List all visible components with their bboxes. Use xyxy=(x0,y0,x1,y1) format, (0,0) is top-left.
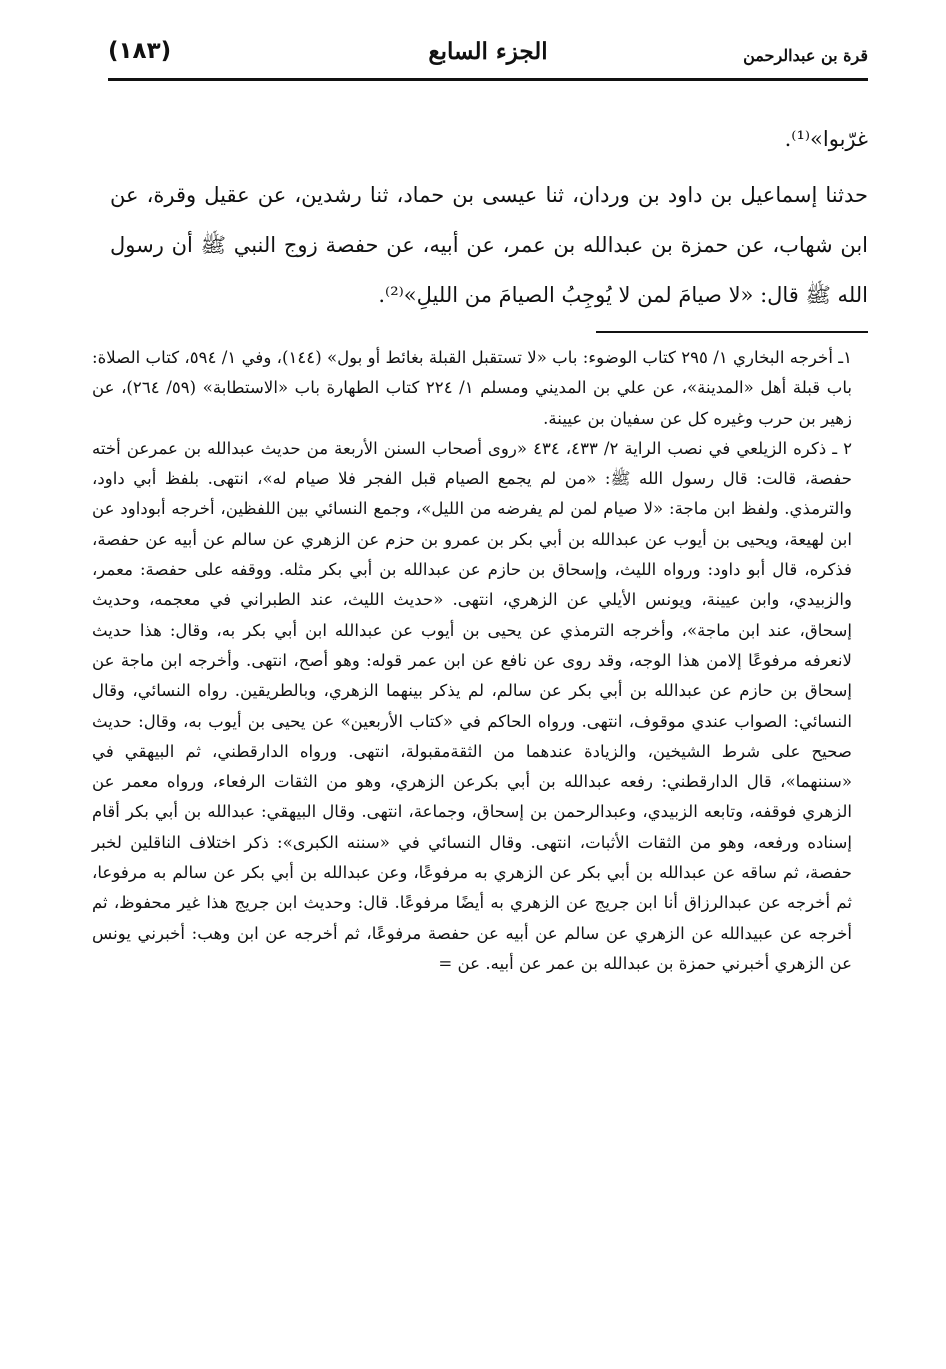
page-header xyxy=(108,38,868,78)
main-text xyxy=(110,114,868,320)
footnote-divider xyxy=(596,331,868,333)
hadith-paragraph: حدثنا إسماعيل بن داود بن وردان، ثنا عيسى بن حماد، ثنا رشدين، عن عقيل وقرة، عن ابن شهاب، عن حمزة بن عبدالله بن عمر، عن أبيه، عن حفصة زوج النبي ﷺ أن رسول الله ﷺ قال: «لا صيامَ لمن لا يُوجِبُ الصيامَ من الليلِ»⁽²⁾. xyxy=(110,183,868,307)
volume-title: الجزء السابع xyxy=(428,38,548,65)
continuation-line: غرّبوا»⁽¹⁾. xyxy=(784,127,868,151)
header-divider xyxy=(108,78,868,81)
footnote-1: ١ـ أخرجه البخاري ١/ ٢٩٥ كتاب الوضوء: باب «لا تستقبل القبلة بغائط أو بول» (١٤٤)، وفي ١/ ٥٩٤، كتاب الصلاة: باب قبلة أهل «المدينة»، عن علي بن المديني ومسلم ١/ ٢٢٤ كتاب الطهارة باب «الاستطابة» (٥٩/ ٢٦٤)، عن زهير بن حرب وغيره كل عن سفيان بن عيينة. xyxy=(92,348,852,428)
footnote-2: ٢ ـ ذكره الزيلعي في نصب الراية ٢/ ٤٣٣، ٤٣٤ «روى أصحاب السنن الأربعة من حديث عبدالله بن عمرعن أخته حفصة، قالت: قال رسول الله ﷺ: «من لم يجمع الصيام قبل الفجر فلا صيام له»، انتهى. بلفظ أبي داود، والترمذي. ولفظ ابن ماجة: «لا صيام لمن لم يفرضه من الليل»، وجمع النسائي بين اللفظين، أخرجه أبوداود عن ابن لهيعة، ويحيى بن أيوب عن عبدالله بن أبي بكر بن عمرو بن حزم عن الزهري عن سالم عن أبيه عن حفصة، فذكره، قال أبو داود: ورواه الليث، وإسحاق بن حازم عن عبدالله بن أبي بكر مثله. ووقفه على حفصة: معمر، والزبيدي، وابن عيينة، ويونس الأيلي عن الزهري، انتهى. «حديث الليث، عند الطبراني في معجمه، وحديث إسحاق، عند ابن ماجة»، وأخرجه الترمذي عن يحيى بن أيوب عن عبدالله ابن أبي بكر به، وقال: هذا حديث لانعرفه مرفوعًا إلامن هذا الوجه، وقد روى عن نافع عن ابن عمر قوله: وهو أصح، انتهى. وأخرجه ابن ماجة عن إسحاق بن حازم عن عبدالله بن أبي بكر عن سالم، لم يذكر بينهما الزهري، وبالطريقين. رواه النسائي، وقال النسائي: الصواب عندي موقوف، انتهى. ورواه الحاكم في «كتاب الأربعين» عن يحيى بن أيوب به، وقال: حديث صحيح على شرط الشيخين، والزيادة عندهما من الثقةمقبولة، انتهى. ورواه الدارقطني، ثم البيهقي في «سننهما»، قال الدارقطني: رفعه عبدالله بن أبي بكرعن الزهري، وهو من الثقات الرفعاء، ورواه معمر عن الزهري فوقفه، وتابعه الزبيدي، وعبدالرحمن بن إسحاق، وجماعة، انتهى. وقال البيهقي: عبدالله بن أبي بكر أقام إسناده ورفعه، وهو من الثقات الأثبات، انتهى. وقال النسائي في «سننه الكبرى»: ذكر اختلاف الناقلين لخبر حفصة، ثم ساقه عن عبدالله بن أبي بكر عن الزهري به مرفوعًا، وعن عبدالله بن أبي بكر عن سالم به مرفوعا، ثم أخرجه عن عبدالرزاق أنا ابن جريج عن الزهري به أيضًا مرفوعًا. قال: وحديث ابن جريج هذا غير محفوظ، ثم أخرجه عن عبيدالله عن الزهري عن سالم عن أبيه عن حفصة مرفوعًا، ثم أخرجه عن ابن وهب: أخبرني يونس عن الزهري أخبرني حمزة بن عبدالله بن عمر عن أبيه. عن = xyxy=(92,438,852,973)
book-title: قرة بن عبدالرحمن xyxy=(743,46,868,65)
page-number: (١٨٣) xyxy=(108,38,172,64)
footnotes xyxy=(92,343,852,979)
